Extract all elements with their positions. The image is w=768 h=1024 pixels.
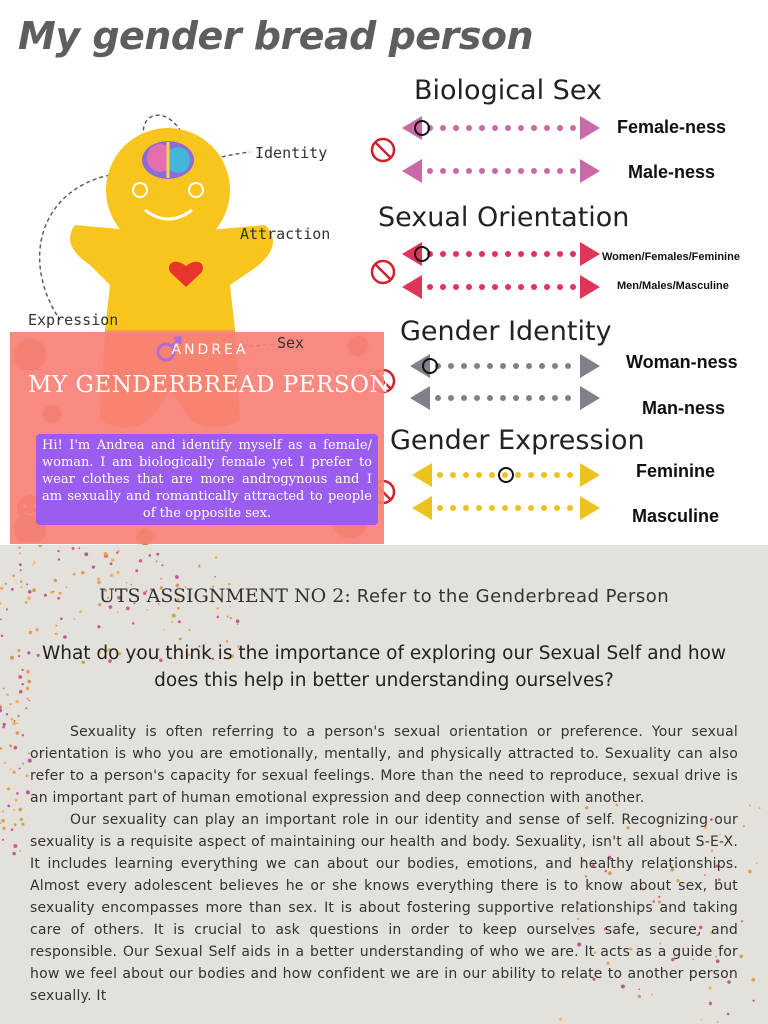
- confetti-dot: [216, 607, 219, 610]
- confetti-dot: [237, 623, 239, 625]
- confetti-dot: [749, 804, 751, 806]
- essay-paragraph-2: Our sexuality can play an important role in our identity and sense of self. Recognizing our sexuality is a requisite aspect of maintaining our health and body. Sexuality, isn't all about S-E-X. It includes learning everything we can about our bodies, emotions, and healthy relationships. Almost every adolescent believes he or she knows everything there is to know about sex, but sexuality encompasses more than sex. It is about fostering supportive relationships and taking care of others. It is crucial to ask questions in order to keep ourselves safe, secure, and responsible. Our Sexual Self aids in a better understanding of who we are. It acts as a guide for how we feel about our bodies and how confident we are in our ability to relate to another person sexually. It: [30, 812, 738, 1004]
- biological-sex-title: Biological Sex: [414, 75, 602, 106]
- confetti-dot: [16, 722, 18, 724]
- orientation-top-arrow: [402, 242, 600, 266]
- confetti-dot: [0, 709, 2, 713]
- confetti-dot: [2, 810, 4, 812]
- confetti-dot: [135, 569, 138, 572]
- attraction-label: Attraction: [240, 225, 331, 243]
- confetti-dot: [26, 687, 29, 690]
- identity-bottom-arrow: [410, 386, 600, 410]
- essay-body: [30, 721, 738, 1007]
- assignment-heading: [0, 585, 768, 607]
- confetti-dot: [97, 577, 100, 580]
- confetti-dot: [9, 768, 11, 770]
- confetti-dot: [147, 609, 149, 611]
- confetti-dot: [2, 827, 5, 830]
- confetti-dot: [743, 825, 745, 827]
- confetti-dot: [3, 723, 6, 726]
- confetti-dot: [27, 680, 31, 684]
- woman-ness-label: Woman-ness: [626, 352, 738, 372]
- man-ness-label: Man-ness: [642, 398, 726, 418]
- confetti-dot: [175, 575, 179, 579]
- assignment-section: [0, 545, 768, 1024]
- confetti-dot: [22, 734, 24, 736]
- confetti-dot: [72, 547, 75, 550]
- gender-expression-title: Gender Expression: [390, 425, 645, 456]
- confetti-dot: [739, 955, 743, 959]
- confetti-dot: [9, 744, 12, 747]
- sex-bottom-arrow: [402, 159, 600, 183]
- assignment-label: UTS ASSIGNMENT NO 2:: [98, 585, 351, 607]
- confetti-dot: [97, 581, 101, 585]
- confetti-dot: [172, 614, 176, 618]
- confetti-dot: [104, 552, 108, 556]
- page-title: My gender bread person: [18, 14, 534, 58]
- confetti-dot: [727, 1013, 730, 1016]
- confetti-dot: [19, 563, 22, 566]
- confetti-dot: [60, 618, 63, 621]
- confetti-dot: [25, 707, 27, 709]
- confetti-dot: [19, 850, 21, 852]
- confetti-dot: [81, 571, 84, 574]
- expression-top-arrow: [412, 463, 600, 487]
- confetti-dot: [18, 675, 22, 679]
- confetti-dot: [2, 726, 5, 729]
- confetti-dot: [58, 558, 60, 560]
- confetti-dot: [18, 546, 21, 549]
- confetti-dot: [139, 559, 142, 562]
- confetti-dot: [741, 920, 743, 922]
- confetti-dot: [21, 823, 24, 826]
- confetti-dot: [149, 554, 152, 557]
- confetti-dot: [22, 763, 24, 765]
- confetti-dot: [1, 819, 5, 823]
- no-symbol-icon: [372, 139, 394, 161]
- assignment-text: Refer to the Genderbread Person: [356, 586, 670, 607]
- confetti-dot: [751, 978, 755, 982]
- confetti-dot: [117, 611, 119, 613]
- confetti-dot: [7, 788, 9, 790]
- confetti-dot: [6, 693, 9, 696]
- expression-label: Expression: [28, 311, 119, 329]
- confetti-dot: [559, 1018, 562, 1021]
- confetti-dot: [236, 619, 240, 623]
- confetti-dot: [753, 1000, 755, 1002]
- confetti-dot: [177, 607, 180, 610]
- confetti-dot: [78, 547, 80, 549]
- confetti-dot: [13, 771, 16, 774]
- confetti-dot: [33, 562, 35, 564]
- brain-icon: [142, 141, 194, 179]
- confetti-dot: [22, 683, 24, 685]
- confetti-dot: [214, 576, 216, 578]
- confetti-dot: [132, 622, 135, 625]
- confetti-dot: [26, 774, 29, 777]
- confetti-dot: [0, 823, 1, 825]
- confetti-dot: [117, 571, 120, 574]
- confetti-dot: [160, 578, 162, 580]
- confetti-dot: [16, 731, 20, 735]
- confetti-dot: [756, 862, 758, 864]
- confetti-dot: [163, 629, 165, 631]
- confetti-dot: [11, 828, 14, 831]
- essay-paragraph-1: Sexuality is often referring to a person's sexual orientation or preference. Your sexual orientation is who you are emotionally, mentally, and physically attracted to. Sexuality can also refer to a person's capacity for sexual feelings. More than the need to reproduce, sexual drive is an important part of human emotional expression and deep connection with another.: [30, 724, 738, 806]
- identity-top-arrow: [410, 354, 600, 378]
- confetti-dot: [748, 870, 752, 874]
- male-ness-label: Male-ness: [628, 162, 716, 182]
- confetti-dot: [1, 635, 4, 638]
- confetti-dot: [13, 809, 15, 811]
- confetti-dot: [27, 698, 29, 700]
- card-title: MY GENDERBREAD PERSON: [28, 372, 391, 398]
- confetti-dot: [12, 574, 15, 577]
- confetti-dot: [20, 569, 22, 571]
- confetti-dot: [17, 649, 20, 652]
- confetti-dot: [18, 655, 20, 657]
- confetti-dot: [171, 621, 173, 623]
- confetti-dot: [27, 651, 30, 654]
- confetti-dot: [0, 747, 2, 750]
- sexual-orientation-title: Sexual Orientation: [378, 202, 630, 233]
- confetti-dot: [6, 713, 8, 715]
- confetti-dot: [4, 762, 7, 765]
- confetti-dot: [21, 669, 23, 671]
- profile-description: Hi! I'm Andrea and identify myself as a female/ woman. I am biologically female yet I prefer to wear clothes that are more androgynous and I am sexually and romantically attracted to people of the opposite sex.: [36, 434, 378, 525]
- women-females-feminine-label: Women/Females/Feminine: [602, 251, 740, 263]
- confetti-dot: [19, 768, 21, 770]
- confetti-dot: [12, 722, 16, 726]
- confetti-dot: [57, 550, 59, 552]
- confetti-dot: [3, 688, 5, 690]
- feminine-label: Feminine: [636, 461, 716, 481]
- confetti-dot: [97, 625, 100, 628]
- confetti-dot: [74, 618, 76, 620]
- confetti-dot: [717, 1021, 719, 1023]
- confetti-dot: [36, 628, 39, 631]
- confetti-dot: [178, 620, 181, 623]
- identity-label: Identity: [255, 144, 328, 162]
- confetti-dot: [15, 799, 18, 802]
- confetti-dot: [9, 703, 11, 705]
- expression-bottom-arrow: [412, 496, 600, 520]
- confetti-dot: [79, 610, 82, 613]
- confetti-dot: [126, 607, 130, 611]
- confetti-dot: [700, 1019, 702, 1021]
- confetti-dot: [20, 580, 23, 583]
- confetti-dot: [7, 805, 10, 808]
- gender-identity-title: Gender Identity: [400, 316, 612, 347]
- confetti-dot: [55, 625, 57, 627]
- confetti-dot: [162, 564, 164, 566]
- confetti-dot: [29, 631, 33, 635]
- confetti-dot: [217, 616, 220, 619]
- female-ness-label: Female-ness: [617, 117, 727, 137]
- no-symbol-icon: [372, 261, 394, 283]
- confetti-dot: [6, 608, 8, 610]
- confetti-dot: [14, 720, 16, 722]
- confetti-dot: [73, 573, 76, 576]
- confetti-dot: [189, 629, 191, 631]
- confetti-dot: [0, 619, 2, 621]
- confetti-dot: [38, 545, 42, 547]
- confetti-dot: [54, 579, 57, 582]
- sex-label: Sex: [277, 334, 305, 352]
- masculine-label: Masculine: [632, 506, 720, 526]
- confetti-dot: [14, 746, 18, 750]
- confetti-dot: [92, 566, 95, 569]
- confetti-dot: [759, 807, 761, 809]
- confetti-dot: [28, 700, 30, 702]
- confetti-dot: [156, 553, 159, 556]
- orientation-bottom-arrow: [402, 275, 600, 299]
- confetti-dot: [55, 633, 57, 635]
- confetti-dot: [19, 808, 23, 812]
- confetti-dot: [227, 616, 229, 618]
- confetti-dot: [17, 715, 20, 718]
- essay-question: What do you think is the importance of exploring our Sexual Self and how does this help in better understanding ourselves?: [41, 643, 727, 691]
- confetti-dot: [230, 617, 232, 619]
- confetti-dot: [20, 818, 23, 821]
- confetti-dot: [111, 558, 115, 562]
- confetti-dot: [16, 792, 19, 795]
- confetti-dot: [10, 718, 13, 721]
- confetti-dot: [10, 656, 14, 660]
- confetti-dot: [63, 635, 67, 639]
- confetti-dot: [19, 690, 23, 694]
- confetti-dot: [198, 565, 200, 567]
- confetti-dot: [84, 552, 88, 556]
- confetti-dot: [2, 839, 4, 841]
- confetti-dot: [126, 582, 128, 584]
- men-males-masculine-label: Men/Males/Masculine: [617, 280, 729, 292]
- confetti-dot: [32, 564, 34, 566]
- confetti-dot: [14, 823, 17, 826]
- confetti-dot: [19, 552, 21, 554]
- confetti-dot: [110, 574, 113, 577]
- confetti-dot: [26, 670, 30, 674]
- confetti-dot: [116, 552, 118, 554]
- confetti-dot: [12, 852, 15, 855]
- confetti-dot: [110, 562, 113, 565]
- confetti-dot: [156, 560, 158, 562]
- sex-top-arrow: [402, 116, 600, 140]
- confetti-dot: [215, 556, 218, 559]
- profile-card: [10, 332, 391, 544]
- profile-name: ANDREA: [171, 342, 249, 358]
- confetti-dot: [15, 700, 19, 704]
- confetti-dot: [0, 706, 2, 708]
- confetti-dot: [13, 844, 17, 848]
